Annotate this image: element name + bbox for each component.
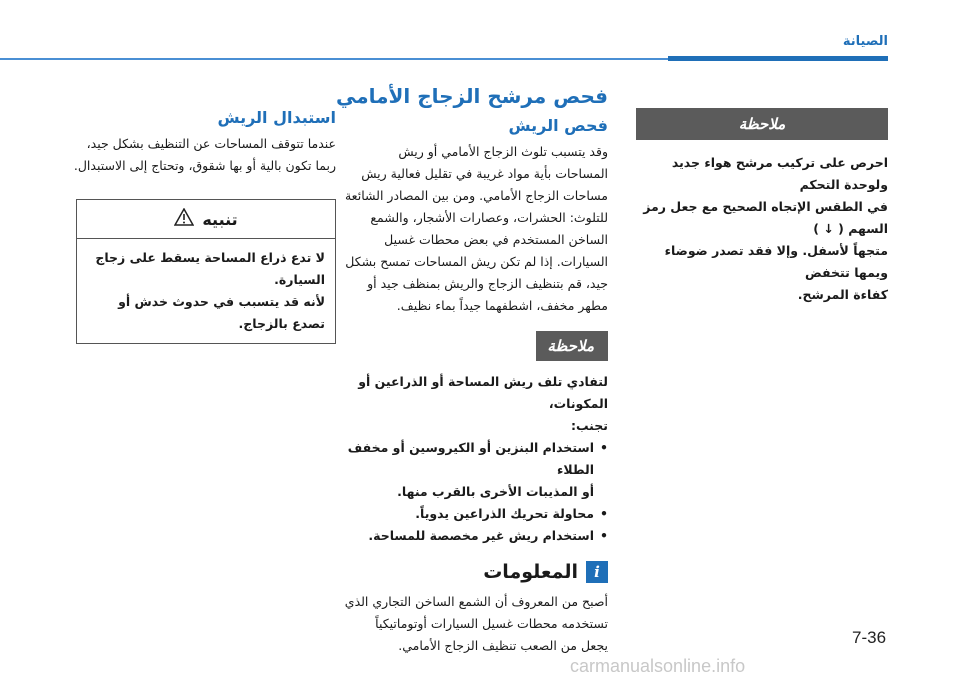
list-item: • استخدام ريش غير مخصصة للمساحة. <box>368 528 608 543</box>
info-text <box>336 591 608 657</box>
paragraph-line: الساخن المستخدم في بعض محطات غسيل <box>384 232 608 247</box>
paragraph-line: وقد يتسبب تلوث الزجاج الأمامي أو ريش <box>398 144 608 159</box>
paragraph-line: جيد، قم بتنظيف الزجاج والريش بمنظف جيد أو <box>367 276 608 291</box>
blade-inspection-paragraph <box>336 141 608 317</box>
blade-replacement-heading: استبدال الريش <box>217 108 336 127</box>
list-item: • استخدام البنزين أو الكيروسين أو مخفف الطلاء <box>347 440 608 477</box>
paragraph-line: المساحات بأية مواد غريبة في تقليل فعالية ريش <box>361 166 608 181</box>
note-banner: ملاحظة <box>536 331 608 361</box>
note-line: احرص على تركيب مرشح هواء جديد ولوحدة التحكم <box>671 155 888 192</box>
caution-box <box>76 199 336 344</box>
paragraph-line: للتلوث: الحشرات، وعصارات الأشجار، والشمع <box>370 210 608 225</box>
blade-inspection-heading: فحص الريش <box>508 116 608 135</box>
info-icon: i <box>586 561 608 583</box>
note-banner: ملاحظة <box>636 108 888 140</box>
left-column <box>70 108 336 344</box>
main-heading: فحص مرشح الزجاج الأمامي <box>336 84 608 108</box>
caution-body <box>77 239 335 343</box>
note-line: كفاءة المرشح. <box>797 287 888 302</box>
note-text <box>636 152 888 306</box>
list-item: • محاولة تحريك الذراعين يدوياً. <box>415 506 608 521</box>
paragraph-line: مطهر مخفف، اشطفهما جيداً بماء نظيف. <box>396 298 608 313</box>
paragraph-line: تستخدمه محطات غسيل السيارات أوتوماتيكياً <box>375 616 608 631</box>
avoid-list <box>336 437 608 547</box>
warning-triangle-icon <box>174 208 194 230</box>
paragraph-line: السيارات. إذا لم تكن ريش المساحات تمسح بشكل <box>345 254 608 269</box>
paragraph-line: يجعل من الصعب تنظيف الزجاج الأمامي. <box>398 638 608 653</box>
header-accent-bar <box>668 56 888 61</box>
list-item-continuation: أو المذيبات الأخرى بالقرب منها. <box>397 484 594 499</box>
caution-line: لأنه قد يتسبب في حدوث خدش أو تصدع بالزجاج. <box>118 294 325 331</box>
caution-line: لا تدع ذراع المساحة يسقط على زجاج السيارة. <box>95 250 325 287</box>
caution-intro-line: لتفادي تلف ريش المساحة أو الذراعين أو المكونات، <box>358 374 608 411</box>
info-header <box>336 561 608 583</box>
paragraph-line: مساحات الزجاج الأمامي. ومن بين المصادر الشائعة <box>344 188 608 203</box>
note-line: في الطقس الإتجاه الصحيح مع جعل رمز السهم ( ↓ ) <box>643 199 888 236</box>
right-column <box>636 108 888 306</box>
middle-column <box>336 84 608 657</box>
watermark: carmanualsonline.info <box>570 656 746 676</box>
caution-title: تنبيه <box>202 209 238 229</box>
note-line: متجهاً لأسفل. وإلا فقد تصدر ضوضاء ويمها تتخفض <box>664 243 888 280</box>
paragraph-line: ربما تكون بالية أو بها شقوق، وتحتاج إلى الاستبدال. <box>73 158 336 173</box>
paragraph-line: عندما تتوقف المساحات عن التنظيف بشكل جيد، <box>86 136 336 151</box>
paragraph-line: أصبح من المعروف أن الشمع الساخن التجاري الذي <box>344 594 608 609</box>
caution-intro-line: تجنب: <box>570 418 608 433</box>
caution-header <box>77 200 335 239</box>
info-heading: المعلومات <box>483 561 578 583</box>
page-number: 7-36 <box>852 628 887 647</box>
section-title: الصيانة <box>842 34 888 49</box>
